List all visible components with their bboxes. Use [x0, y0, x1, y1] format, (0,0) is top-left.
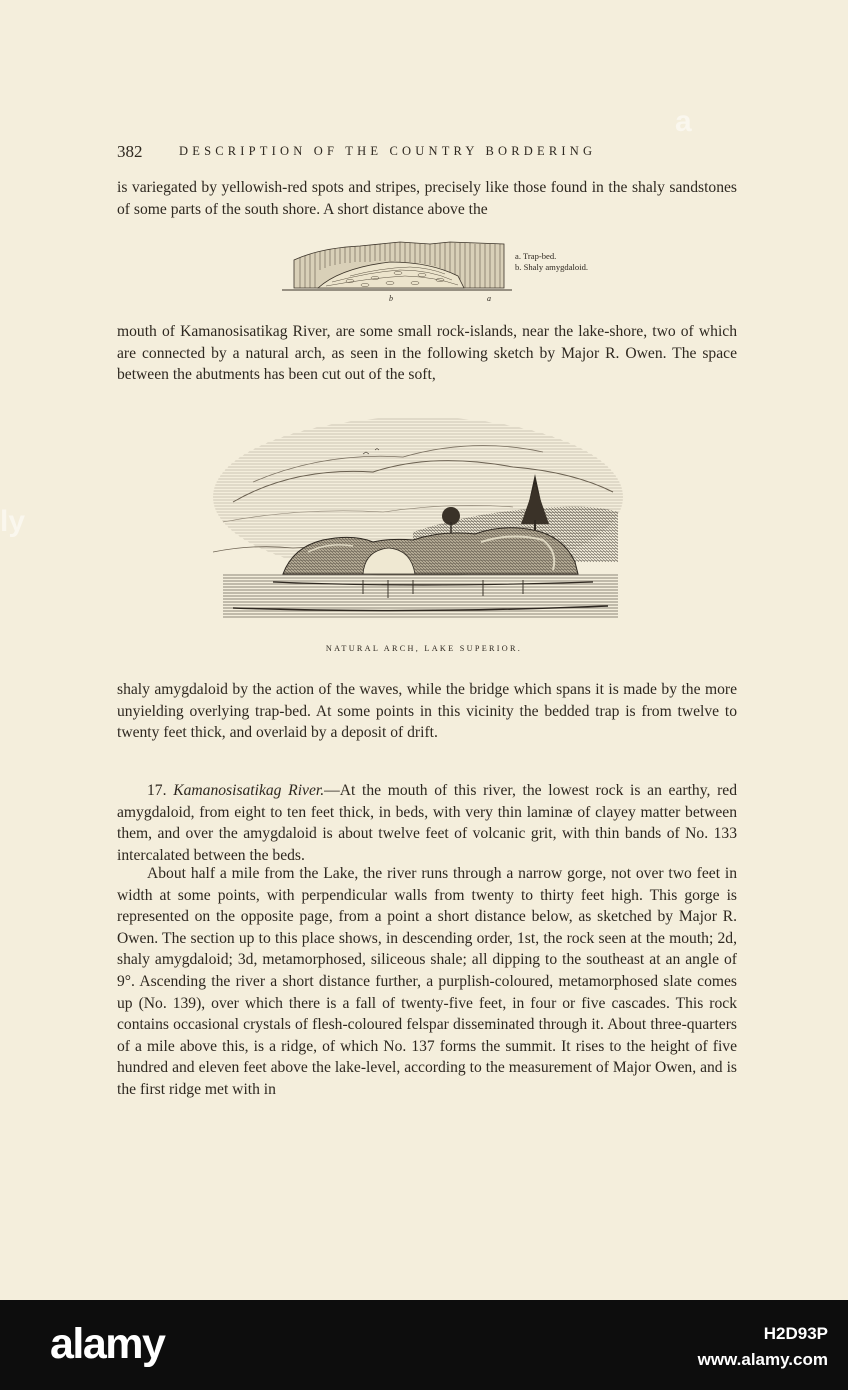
watermark: a — [675, 105, 692, 138]
geological-section-diagram — [280, 232, 620, 308]
paragraph-3-text: shaly amygdaloid by the action of the waves, while the bridge which spans it is made by the more unyielding overlying trap-bed. At some points in this vicinity the bedded trap is from twelve to twenty feet thick, and overlaid by a deposit of drift. — [117, 681, 737, 742]
watermark: ly — [0, 505, 26, 538]
legend-shaly-amygdaloid: b. Shaly amygdaloid. — [515, 261, 589, 272]
section-17-paragraph — [117, 780, 737, 866]
paragraph-1 — [117, 177, 737, 220]
legend-trap-bed: a. Trap-bed. — [515, 251, 557, 261]
section-heading: Kamanosisatikag River. — [173, 782, 325, 799]
paragraph-5 — [117, 863, 737, 1101]
diagram-legend — [515, 251, 588, 272]
section-number: 17. — [147, 782, 167, 799]
diagram-label-b: b — [389, 294, 393, 303]
paragraph-3 — [117, 679, 737, 744]
diagram-label-a: a — [487, 294, 491, 303]
running-title: DESCRIPTION OF THE COUNTRY BORDERING — [179, 144, 597, 158]
engraving-illustration — [213, 412, 623, 624]
section-17-text — [117, 780, 737, 866]
page-number: 382 — [117, 142, 143, 161]
section-body: —At the mouth of this river, the lowest rock is an earthy, red amygdaloid, from eight to ten feet thick, in beds, with very thin laminæ of clayey matter between them, and over the amygdaloid is about twelve feet of volcanic grit, with thin bands of No. 133 intercalated between the beds. — [117, 782, 737, 864]
paragraph-2 — [117, 321, 737, 386]
paragraph-5-text: About half a mile from the Lake, the river runs through a narrow gorge, not over two feet in width at some points, with perpendicular walls from twenty to thirty feet high. This gorge is represented on the opposite page, from a point a short distance below, as sketched by Major R. Owen. The section up to this place shows, in descending order, 1st, the rock seen at the mouth; 2d, shaly amygdaloid; 3d, metamorphosed, siliceous shale; all dipping to the southeast at an angle of 9°. Ascending the river a short distance further, a purplish-coloured, metamorphosed slate comes up (No. 139), over which there is a fall of twenty-five feet, in four or five cascades. This rock contains occasional crystals of flesh-coloured felspar disseminated through it. About three-quarters of a mile above this, is a ridge, of which No. 137 forms the summit. It rises to the height of five hundred and eleven feet above the lake-level, according to the measurement of Major Owen, and is the first ridge met with in — [117, 865, 737, 1098]
site-url[interactable]: www.alamy.com — [697, 1350, 828, 1369]
stock-footer — [0, 1300, 848, 1390]
brand-logo[interactable]: alamy — [50, 1320, 165, 1368]
engraving-caption: NATURAL ARCH, LAKE SUPERIOR. — [325, 644, 523, 653]
section-drawing — [280, 232, 515, 294]
paragraph-2-text: mouth of Kamanosisatikag River, are some small rock-islands, near the lake-shore, two of which are connected by a natural arch, as seen in the following sketch by Major R. Owen. The space between the abutments has been cut out of the soft, — [117, 323, 737, 384]
natural-arch-engraving — [213, 412, 623, 624]
image-id: H2D93P — [763, 1324, 828, 1343]
paragraph-1-text: is variegated by yellowish-red spots and stripes, precisely like those found in the shaly sandstones of some parts of the south shore. A short distance above the — [117, 179, 737, 218]
